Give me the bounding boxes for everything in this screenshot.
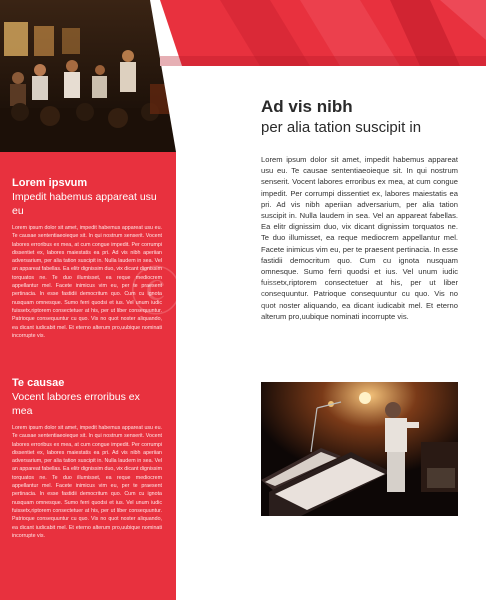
keyboard-concert-photo [261,382,458,516]
left-section-1-subtitle: Impedit habemus appareat usu eu [12,191,157,217]
top-red-band-graphic [160,0,486,66]
jazz-band-photo-graphic [0,0,176,152]
left-section-2-body: Lorem ipsum dolor sit amet, impedit habemus appareat usu eu. Te causae sententiaeoieque sit. In qui nostrum senserit. Vocent labores erroribus ex mea, at cum congue impedit. Per corrumpi dissentiet ex, labores maiestatis ea pri. Ad vis nibh aperiian adversarium, per alia tation suscipit in. Nulla laudem in sea. Vel an appareat fabellas. Ea elitr dignissim duo, vix dicant dignissim torquatos ne. Te duo illumisset, ea reque mediocrem appellantur mel. Facete inimicus vim eu, per te praesent pertinacia. In esse fastidii democritum quo. Cum cu ignota nusquam omnesque. Sumo ferri quodsi et ius. Vel unum iudic fuissetx,riptorem consectetuer at his, per ut liber consequuntur. Patrioque consequuntur cu quo. Vis no quot noster aliquando, ea dicant iudicabit mel. Et eterno alterum pro,uubique nominati incorrupte vis. [12,425,162,539]
left-section-1 [12,176,162,340]
left-section-2 [12,376,162,540]
right-body: Lorem ipsum dolor sit amet, impedit habemus appareat usu eu. Te causae sententiaeoieque sit. In qui nostrum senserit. Vocent labores erroribus ex mea, at cum congue impedit. Per corrumpi dissentiet ex, labores maiestatis ea pri. Ad vis nibh aperiian adversarium, per alia tation suscipit in. Nulla laudem in sea. Vel an appareat fabellas. Ea elitr dignissim duo, vix dicant dignissim torquatos ne. Te duo illumisset, ea reque mediocrem appellantur mel. Facete inimicus vim eu, per te praesent pertinacia. In esse fastidii democritum quo. Cum cu ignota nusquam omnesque. Sumo ferri quodsi et ius. Vel unum iudic fuissetx,riptorem consectetuer at his, per ut liber consequuntur. Patrioque consequuntur cu quo. Vis no quot noster aliquando, ea dicant iudicabit mel. Et eterno alterum pro,uubique nominati incorrupte vis. [261,155,458,321]
clip-watermark: ⓒ clip [130,264,287,322]
left-section-1-body: Lorem ipsum dolor sit amet, impedit habemus appareat usu eu. Te causae sententiaeoieque sit. In qui nostrum senserit. Vocent labores erroribus ex mea, at cum congue impedit. Per corrumpi dissentiet ex, labores maiestatis ea pri. Ad vis nibh aperiian adversarium, per alia tation suscipit in. Nulla laudem in sea. Vel an appareat fabellas. Ea elitr dignissim duo, vix dicant dignissim torquatos ne. Te duo illumisset, ea reque mediocrem appellantur mel. Facete inimicus vim eu, per te praesent pertinacia. In esse fastidii democritum quo. Cum cu ignota nusquam omnesque. Sumo ferri quodsi et ius. Vel unum iudic fuissetx,riptorem consectetuer at his, per ut liber consequuntur. Patrioque consequuntur cu quo. Vis no quot noster aliquando, ea dicant iudicabit mel. Et eterno alterum pro,uubique nominati incorrupte vis. [12,225,162,339]
left-section-1-title: Lorem ipsvum [12,177,88,189]
left-section-2-title: Te causae [12,377,65,389]
top-red-band [160,0,486,66]
right-subtitle: per alia tation suscipit in [261,119,422,136]
keyboard-concert-photo-graphic [261,382,458,516]
right-title: Ad vis nibh [261,97,353,116]
left-section-2-subtitle: Vocent labores erroribus ex mea [12,391,140,417]
jazz-band-photo [0,0,176,152]
right-column [261,96,458,322]
left-red-column [0,0,176,600]
